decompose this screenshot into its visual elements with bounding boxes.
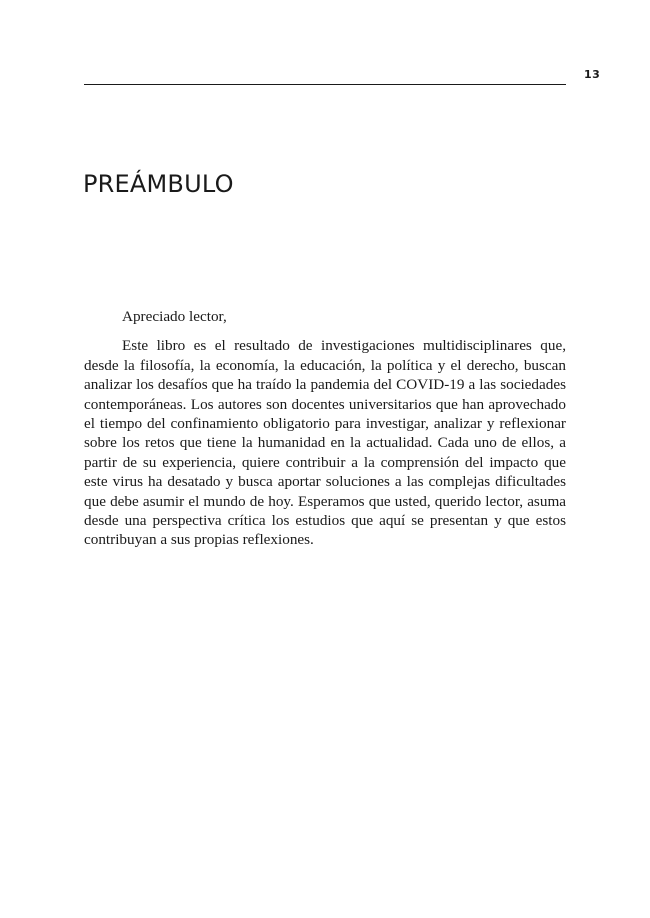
greeting: Apreciado lector,: [122, 308, 227, 325]
chapter-title: PREÁMBULO: [83, 170, 234, 198]
page-number: 13: [584, 68, 601, 81]
header-rule: [84, 84, 566, 85]
body-text: [84, 307, 566, 550]
body-paragraph: Este libro es el resultado de investigaciones multidisciplinares que, desde la filosofía, la economía, la educación, la política y el derecho, buscan analizar los desafíos que ha traído la pandemia del COVID-19 a las sociedades contemporáneas. Los autores son docentes universitarios que han aprovechado el tiempo del confinamiento obligatorio para investigar, analizar y reflexionar sobre los retos que tiene la humanidad en la actualidad. Cada uno de ellos, a partir de su experiencia, quiere contribuir a la comprensión del impacto que este virus ha desatado y busca aportar soluciones a las complejas dificultades que debe asumir el mundo de hoy. Esperamos que usted, querido lector, asuma desde una perspectiva crítica los estudios que aquí se presentan y que estos contribuyan a sus propias reflexiones.: [84, 337, 566, 549]
